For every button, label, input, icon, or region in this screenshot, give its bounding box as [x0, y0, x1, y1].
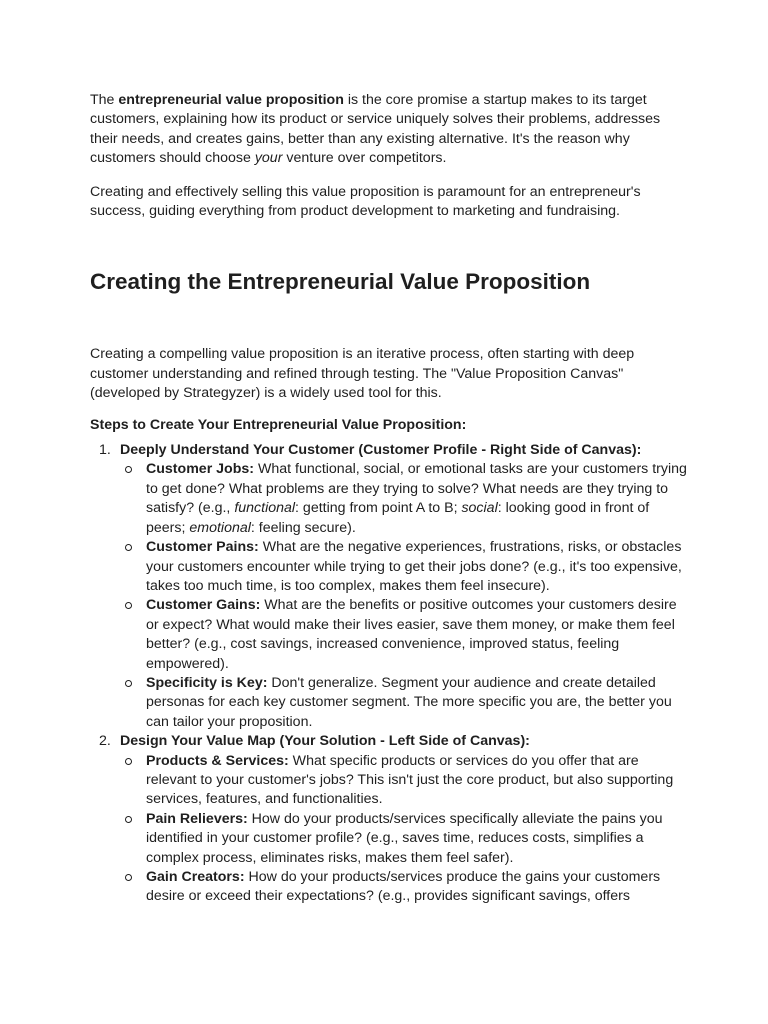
- hollow-bullet-icon: [125, 602, 132, 609]
- sub-list: [120, 752, 690, 907]
- sub-item-emphasis: emotional: [189, 519, 251, 536]
- sub-item-text: How do your products/services produce the gains your customers desire or exceed their expectations? (e.g., provides significant savings, offers: [146, 869, 661, 905]
- step-number: 1.: [99, 442, 111, 459]
- sub-item-text: : getting from point A to B;: [295, 500, 462, 517]
- hollow-bullet-icon: [125, 758, 132, 765]
- step-title: Deeply Understand Your Customer (Customer Profile - Right Side of Canvas):: [120, 442, 642, 459]
- intro-paragraph-2: Creating and effectively selling this value proposition is paramount for an entrepreneur's success, guiding everything from product development to marketing and fundraising.: [90, 183, 641, 220]
- hollow-bullet-icon: [125, 466, 132, 473]
- sub-item: [120, 868, 690, 907]
- sub-item-text: How do your products/services specifically alleviate the pains you identified in your customer profile? (e.g., saves time, reduces costs, simplifies a complex process, eliminates risks, makes them feel safer).: [146, 810, 663, 866]
- steps-list: [90, 441, 690, 907]
- sub-item-label: Customer Pains:: [146, 539, 259, 556]
- sub-item-label: Customer Jobs:: [146, 461, 254, 478]
- sub-item-text: What specific products or services do you offer that are relevant to your customer's jobs? This isn't just the core product, but also supporting services, features, and functionalities.: [146, 752, 674, 808]
- sub-item-label: Products & Services:: [146, 752, 289, 769]
- hollow-bullet-icon: [125, 680, 132, 687]
- sub-item: [120, 538, 690, 596]
- intro-text: is the core promise a startup makes to its target customers, explaining how its product or service uniquely solves their problems, addresses their needs, and creates gains, better than any existing alternative. It's the reason why customers should choose: [90, 92, 661, 167]
- step-item: [90, 441, 690, 732]
- sub-list: [120, 460, 690, 732]
- section-heading: Creating the Entrepreneurial Value Proposition: [90, 269, 591, 295]
- steps-title: Steps to Create Your Entrepreneurial Value Proposition:: [90, 416, 467, 433]
- step-item: [90, 732, 690, 907]
- sub-item-label: Customer Gains:: [146, 597, 261, 614]
- sub-item-label: Pain Relievers:: [146, 810, 248, 827]
- intro-text: The: [90, 92, 119, 108]
- step-title: Design Your Value Map (Your Solution - Left Side of Canvas):: [120, 733, 530, 750]
- sub-item: [120, 674, 690, 732]
- intro-paragraph-1: [90, 91, 690, 169]
- hollow-bullet-icon: [125, 816, 132, 823]
- document-page: [90, 91, 690, 907]
- intro-bold-term: entrepreneurial value proposition: [118, 92, 344, 108]
- intro-emphasis: your: [254, 150, 283, 167]
- sub-item: [120, 752, 690, 810]
- section-paragraph: Creating a compelling value proposition is an iterative process, often starting with deep customer understanding and refined through testing. The "Value Proposition Canvas" (developed by Strategyzer) is a widely used tool for this.: [90, 346, 635, 402]
- sub-item-text: : looking good in front of peers;: [146, 500, 650, 536]
- sub-item: [120, 596, 690, 674]
- sub-item-label: Gain Creators:: [146, 869, 245, 885]
- sub-item-text: Don't generalize. Segment your audience and create detailed personas for each key customer segment. The more specific you are, the better you can tailor your proposition.: [146, 674, 672, 730]
- sub-item-emphasis: functional: [234, 500, 296, 517]
- intro-text: venture over competitors.: [282, 150, 447, 167]
- sub-item-emphasis: social: [461, 500, 498, 517]
- sub-item: [120, 810, 690, 868]
- sub-item-text: What functional, social, or emotional tasks are your customers trying to get done? What problems are they trying to solve? What needs are they trying to satisfy? (e.g.,: [146, 461, 687, 517]
- sub-item-text: : feeling secure).: [250, 519, 356, 536]
- sub-item-label: Specificity is Key:: [146, 674, 268, 691]
- sub-item-text: What are the benefits or positive outcomes your customers desire or expect? What would make their lives easier, save them money, or make them feel better? (e.g., cost savings, increased convenience, improved status, feeling empowered).: [146, 597, 677, 672]
- step-number: 2.: [99, 733, 111, 750]
- sub-item: [120, 460, 690, 538]
- hollow-bullet-icon: [125, 874, 132, 881]
- hollow-bullet-icon: [125, 544, 132, 551]
- sub-item-text: What are the negative experiences, frustrations, risks, or obstacles your customers encounter while trying to get their jobs done? (e.g., it's too expensive, takes too much time, is too complex, makes them feel insecure).: [146, 539, 682, 594]
